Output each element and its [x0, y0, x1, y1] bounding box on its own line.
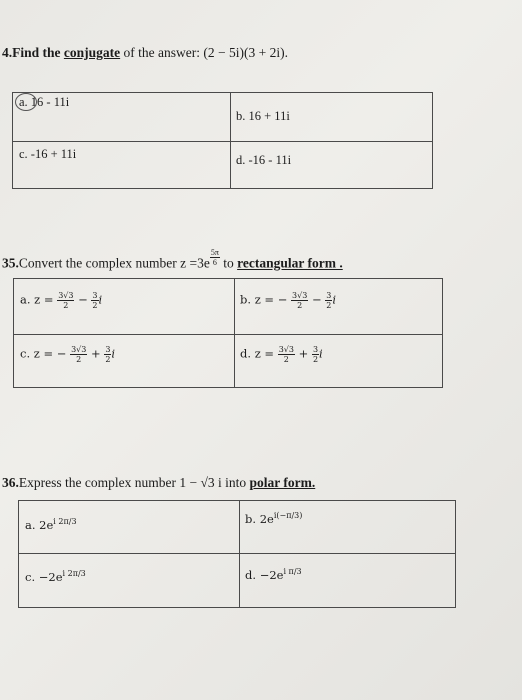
question-number: 4.	[2, 45, 13, 60]
option-a[interactable]: a. z = $\frac{3√3}{2}$ − $\frac{3}{2}$ i	[20, 291, 103, 310]
keyword-rectangular-form: rectangular form .	[237, 255, 343, 271]
question-36-prompt: 36.Express the complex number 1 − √3 i into polar form.	[2, 475, 316, 490]
question-35-options-table	[13, 278, 443, 388]
option-b[interactable]: b. $2e^{i(-\pi/3)}$	[245, 511, 303, 526]
option-d[interactable]: d. $-2e^{i \pi/3}$	[245, 567, 302, 582]
keyword-polar-form: polar form.	[249, 475, 316, 490]
option-c[interactable]: c. $-2e^{i 2\pi/3}$	[25, 569, 86, 584]
option-d[interactable]: d. z = $\frac{3√3}{2}$ + $\frac{3}{2}$ i	[240, 345, 323, 364]
option-b[interactable]: b. 16 + 11i	[236, 109, 290, 123]
question-36-options-table	[18, 500, 456, 608]
question-34-options-table	[12, 92, 433, 189]
option-a[interactable]: a. $2e^{i 2\pi/3}$	[25, 517, 77, 532]
option-c[interactable]: c. z = − $\frac{3√3}{2}$ + $\frac{3}{2}$ i	[20, 345, 116, 364]
option-a[interactable]: a. 16 - 11i	[19, 95, 69, 110]
option-b[interactable]: b. z = − $\frac{3√3}{2}$ − $\frac{3}{2}$ i	[240, 291, 337, 310]
circled-answer-mark	[15, 93, 37, 111]
option-c[interactable]: c. -16 + 11i	[19, 147, 77, 161]
question-34-prompt: 4.Find the conjugate of the answer: (2 − 5i)(3 + 2i).	[2, 45, 288, 60]
keyword-conjugate: conjugate	[63, 45, 121, 60]
option-d[interactable]: d. -16 - 11i	[236, 153, 292, 167]
question-35-prompt: 35.Convert the complex number z =3e $\frac{5\pi}{6}$ to rectangular form .	[2, 248, 343, 271]
